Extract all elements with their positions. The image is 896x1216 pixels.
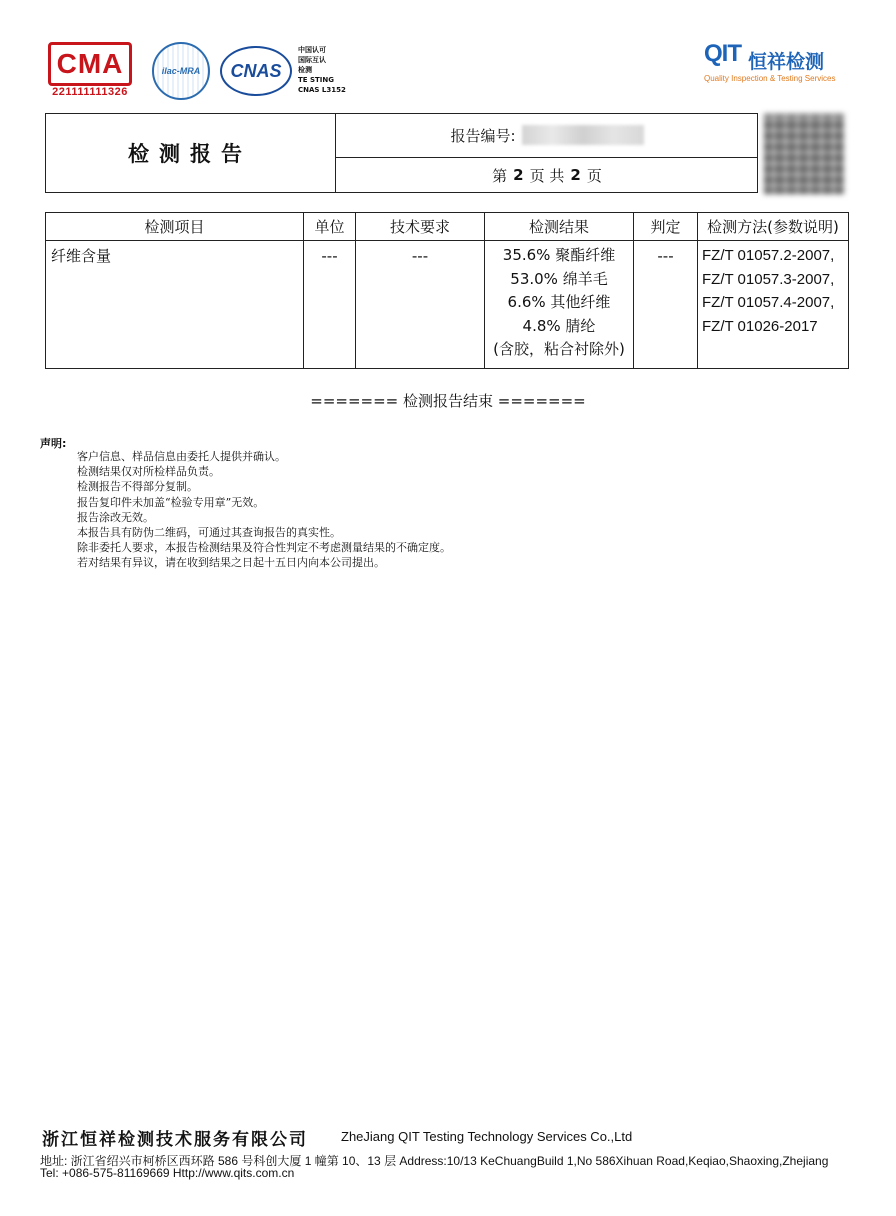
footer-company-en: ZheJiang QIT Testing Technology Services Co.,Ltd bbox=[341, 1129, 633, 1144]
col-header-unit: 单位 bbox=[304, 213, 356, 241]
ilac-mra-logo bbox=[152, 42, 210, 100]
declaration-list bbox=[77, 449, 451, 571]
page-total: 2 bbox=[570, 166, 581, 184]
page-indicator bbox=[336, 157, 758, 193]
page-prefix: 第 bbox=[492, 166, 508, 185]
cnas-line: 中国认可 bbox=[298, 46, 326, 54]
footer-address: 地址: 浙江省绍兴市柯桥区西环路 586 号科创大厦 1 幢第 10、13 层 Address:10/13 KeChuangBuild 1,No 586Xihuan Road,Keqiao,Shaoxing,Zhejiang bbox=[40, 1154, 829, 1168]
ilac-mra-label: ilac-MRA bbox=[161, 66, 201, 76]
report-number-redacted bbox=[522, 125, 644, 145]
declaration-heading: 声明: bbox=[40, 437, 67, 450]
cell-method bbox=[698, 241, 849, 369]
page-suffix: 页 bbox=[586, 166, 602, 185]
col-header-requirement: 技术要求 bbox=[356, 213, 485, 241]
declaration-item: 若对结果有异议，请在收到结果之日起十五日内向本公司提出。 bbox=[77, 556, 385, 570]
results-table bbox=[45, 212, 849, 369]
col-header-result: 检测结果 bbox=[485, 213, 634, 241]
declaration-item: 检测结果仅对所检样品负责。 bbox=[77, 465, 220, 479]
col-header-item: 检测项目 bbox=[46, 213, 304, 241]
declaration-item: 报告复印件未加盖“检验专用章”无效。 bbox=[77, 495, 265, 509]
anti-counterfeit-qr-code bbox=[764, 114, 844, 194]
cell-judgement: --- bbox=[634, 241, 698, 369]
cnas-line: CNAS L3152 bbox=[298, 86, 346, 94]
method-line: FZ/T 01057.2-2007, bbox=[702, 247, 835, 264]
declaration-item: 除非委托人要求，本报告检测结果及符合性判定不考虑测量结果的不确定度。 bbox=[77, 541, 451, 555]
declaration-item: 客户信息、样品信息由委托人提供并确认。 bbox=[77, 450, 286, 463]
cnas-accreditation-text bbox=[298, 45, 346, 95]
col-header-judgement: 判定 bbox=[634, 213, 698, 241]
result-line: 35.6% 聚酯纤维 bbox=[502, 246, 616, 264]
result-line: 4.8% 腈纶 bbox=[522, 316, 596, 335]
cma-number: 221111111326 bbox=[52, 86, 128, 98]
table-header-row bbox=[46, 213, 849, 241]
method-line: FZ/T 01057.3-2007, bbox=[702, 270, 835, 288]
cnas-line: 检测 bbox=[298, 66, 312, 74]
report-number-label: 报告编号: bbox=[450, 126, 516, 145]
footer-company-cn: 浙江恒祥检测技术服务有限公司 bbox=[42, 1130, 308, 1150]
page-current: 2 bbox=[513, 166, 524, 184]
cell-item: 纤维含量 bbox=[46, 241, 304, 369]
qit-company-name: 恒祥检测 bbox=[748, 51, 825, 73]
report-title: 检测报告 bbox=[45, 113, 336, 193]
result-line: 53.0% 绵羊毛 bbox=[510, 269, 608, 288]
cell-result bbox=[485, 241, 634, 369]
footer-contact: Tel: +086-575-81169669 Http://www.qits.com.cn bbox=[40, 1166, 295, 1180]
qit-tagline: Quality Inspection & Testing Services bbox=[704, 74, 836, 83]
result-note: (含胶，粘合衬除外) bbox=[493, 340, 625, 358]
cma-logo: CMA bbox=[48, 42, 132, 86]
qit-logo: QIT bbox=[704, 40, 741, 67]
cell-unit: --- bbox=[304, 241, 356, 369]
report-number-row bbox=[336, 113, 758, 157]
cell-requirement: --- bbox=[356, 241, 485, 369]
cnas-line: 国际互认 bbox=[298, 56, 326, 64]
cnas-logo: CNAS bbox=[220, 46, 292, 96]
table-row bbox=[46, 241, 849, 369]
col-header-method: 检测方法(参数说明) bbox=[698, 213, 849, 241]
page-mid: 页 共 bbox=[529, 166, 565, 185]
declaration-item: 本报告具有防伪二维码，可通过其查询报告的真实性。 bbox=[77, 526, 341, 540]
declaration-item: 报告涂改无效。 bbox=[77, 510, 154, 524]
result-line: 6.6% 其他纤维 bbox=[507, 293, 611, 311]
method-line: FZ/T 01026-2017 bbox=[702, 317, 818, 335]
report-end-marker: ======= 检测报告结束 ======= bbox=[310, 392, 586, 410]
cnas-line: TE STING bbox=[298, 76, 335, 84]
declaration-item: 检测报告不得部分复制。 bbox=[77, 480, 198, 494]
method-line: FZ/T 01057.4-2007, bbox=[702, 294, 835, 311]
